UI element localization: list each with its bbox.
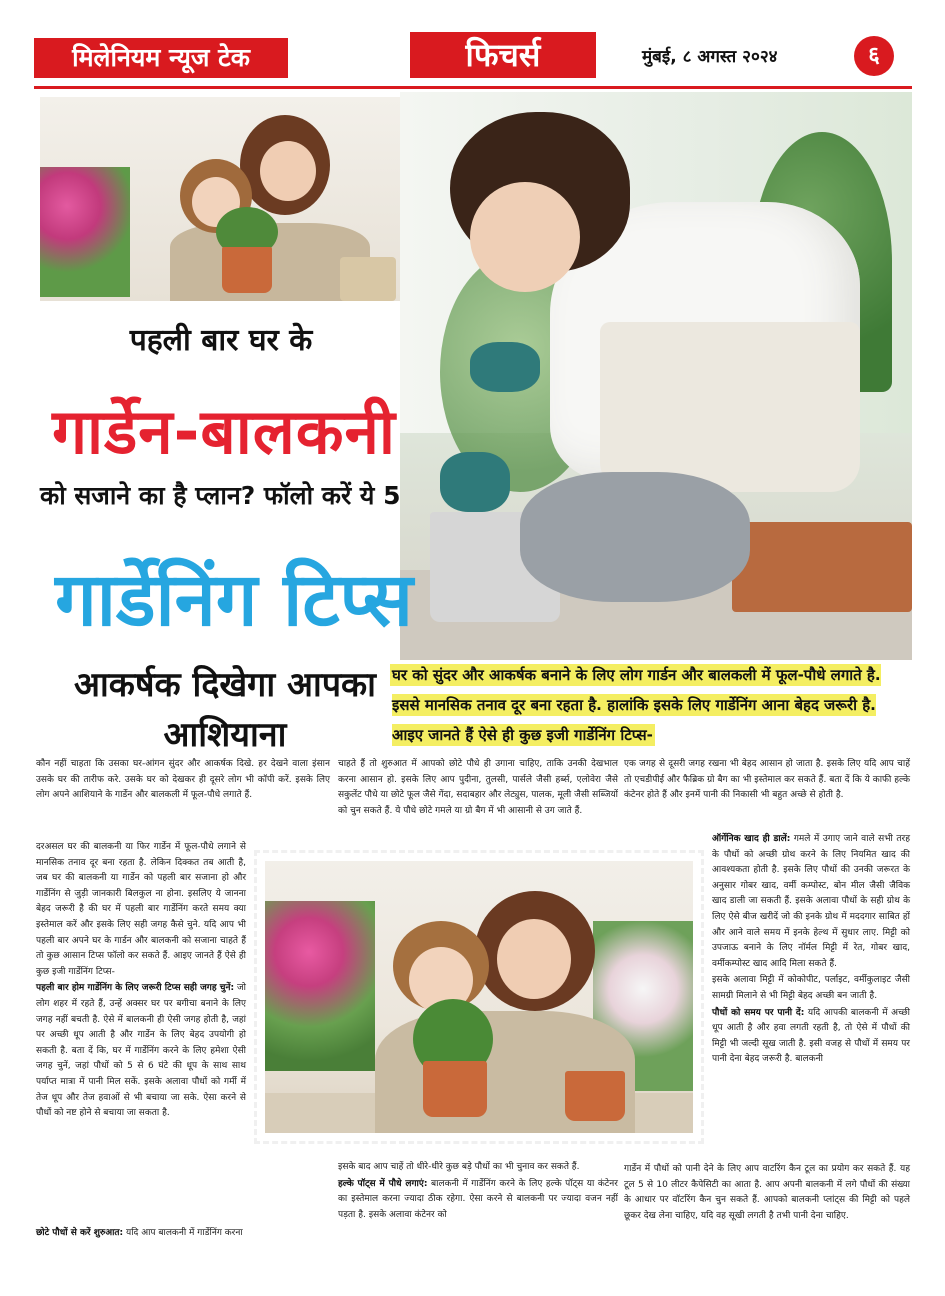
headline-kicker: पहली बार घर के	[129, 323, 313, 358]
paragraph: यदि आपकी बालकनी में अच्छी धूप आती है और हवा लगती रहती है, तो ऐसे में पौधों की मिट्टी भी जल्दी सूख जाती है. इसी वजह से पौधों में समय पर पानी देना बेहद जरूरी है. बालकनी	[712, 1007, 910, 1065]
paragraph: दरअसल घर की बालकनी या फिर गार्डेन में फूल-पौधे लगाने से मानसिक तनाव दूर बना रहता है. लेकिन दिक्कत तब आती है, जब घर की बालकनी या गार्डेन को पहली बार सजाना हो और गार्डेनिंग से जुड़ी जानकारी बिलकुल ना होना. इसलिए ये जानना बेहद जरूरी है की घर में पहली बार गार्डेनिंग करते समय क्या इस्तेमाल करें और इसके लिए सही जगह कैसे चुने. यदि आप भी पहली बार अपने घर के गार्डन और बालकनी को सजाना चाहते हैं तो कुछ आसान टिप्स फॉलो कर सकते हैं. आइए जानते हैं ऐसे ही कुछ इजी गार्डेनिंग टिप्स-	[36, 842, 246, 977]
column-2-top	[338, 757, 618, 820]
paragraph: एक जगह से दूसरी जगह रखना भी बेहद आसान हो जाता है. इसके लिए यदि आप चाहें तो एचडीपीई और फैब्रिक ग्रो बैग का भी इस्तेमाल कर सकते हैं. बता दें कि ये काफी हल्के कंटेनर होते हैं और इनमें पानी की निकासी भी बहुत अच्छे से होती है.	[624, 759, 910, 801]
photo-mother-daughter-potting	[40, 97, 400, 301]
column-1-top	[36, 757, 330, 805]
paragraph: इसके अलावा मिट्टी में कोकोपीट, पर्लाइट, वर्मीकुलाइट जैसी सामग्री मिलाने से भी मिट्टी बेहद अच्छी बन जाती है.	[712, 975, 910, 1001]
paragraph: बालकनी में गार्डेनिंग करने के लिए हल्के पॉट्स या कंटेनर का इस्तेमाल करना ज्यादा ठीक रहेगा. ऐसा करने से बालकनी पर ज्यादा वजन नहीं पड़ता है. इसके अलावा कंटेनर को	[338, 1178, 618, 1220]
page-number: ६	[854, 36, 894, 76]
column-3-bottom	[624, 1162, 910, 1225]
headline-sub: आकर्षक दिखेगा आपका आशियाना	[74, 665, 376, 755]
intro-text: घर को सुंदर और आकर्षक बनाने के लिए लोग गार्डन और बालकली में फूल-पौधे लगाते है. इससे मानसिक तनाव दूर बना रहता है. हालांकि इसके लिए गार्डेनिंग आना बेहद जरूरी है. आइए जानते हैं ऐसे ही कुछ इजी गार्डेनिंग टिप्स-	[392, 666, 881, 744]
column-3-wrap	[712, 832, 910, 1069]
tip-heading: हल्के पॉट्स में पौधे लगाएं:	[338, 1178, 428, 1189]
section-title: फिचर्स	[410, 32, 596, 78]
brand-logo: मिलेनियम न्यूज टेक	[34, 38, 288, 78]
masthead	[34, 30, 912, 82]
paragraph: गार्डेन में पौधों को पानी देने के लिए आप वाटरिंग कैन टूल का प्रयोग कर सकते हैं. यह टूल 5 से 10 लीटर कैपेसिटी का आता है. आप अपनी बालकनी में लगे पौधों की संख्या के आधार पर वॉटरिंग कैन चुन सकते हैं. आपको बालकनी प्लांट्स की मिट्टी को पहले छूकर देख लेना चाहिए, यदि वह सूखी लगती है तभी पानी देना चाहिए.	[624, 1164, 910, 1221]
dateline: मुंबई, ८ अगस्त २०२४	[642, 47, 778, 67]
column-1-wrap	[36, 840, 246, 1123]
tip-heading: छोटे पौधों से करें शुरुआत:	[36, 1228, 124, 1238]
paragraph: जो लोग शहर में रहते हैं, उन्हें अक्सर घर पर बगीचा बनाने के लिए जगह नहीं बचती है. ऐसे में बालकनी ही ऐसी जगह होती है, जहां पर अच्छी धूप आती है और गार्डेन के लिए बेहद उपयोगी हो सकती है. बता दें कि, घर में गार्डेनिंग करने के लिए हमेशा ऐसी जगह चुनें, जहां पौधों को 5 से 6 घंटे की धूप के साथ साथ पर्याप्त मात्रा में पानी मिल सकें. इसके अलावा पौधों को गर्मी में तेज धूप और तेज हवाओं से भी बचाया जा सके. ऐसा करने से पौधों को नष्ट होने से बचाया जा सकता है.	[36, 983, 246, 1119]
tip-heading: पौधों को समय पर पानी दें:	[712, 1007, 805, 1018]
paragraph: यदि आप बालकनी में गार्डेनिंग करना	[126, 1228, 243, 1238]
paragraph: चाहते हैं तो शुरुआत में आपको छोटे पौधे ही उगाना चाहिए, ताकि उनकी देखभाल करना आसान हो. इसके लिए आप पुदीना, तुलसी, पार्सले जैसी हर्ब्स, एलोवेरा जैसे सकुलेंट पौधे या छोटे फूल जैसे गेंदा, सदाबहार और लेट्युस, पालक, मूली जैसी सब्जियों को चुन सकते हैं. ये पौधे छोटे गमले या ग्रो बैग में भी आसानी से उग जाते हैं.	[338, 759, 618, 816]
masthead-rule	[34, 86, 912, 89]
headline-mid: को सजाने का है प्लान? फॉलो करें ये 5	[40, 481, 401, 510]
photo-mother-daughter-planting	[254, 850, 704, 1144]
hero-photo-woman-gardening	[400, 92, 912, 660]
tip-heading: पहली बार होम गार्डेनिंग के लिए जरूरी टिप्स सही जगह चुनें:	[36, 983, 235, 994]
headline-main: गार्डेन-बालकनी	[52, 395, 396, 468]
paragraph: गमले में उगाए जाने वाले सभी तरह के पौधों को अच्छी ग्रोथ करने के लिए नियमित खाद की आवश्यकता होती है. इसके लिए पौधों की उनकी जरूरत के अनुसार गोबर खाद, वर्मी कम्पोस्ट, बोन मील जैसी जैविक खाद डाली जा सकती हैं. इसके अलावा पौधों के सही ग्रोथ के लिए ऐसे बीज खरीदें जो की इनके ग्रोथ में मददगार साबित हों और आने वाले समय में इनके हेल्थ में सुधार लाए. मिट्टी को उपजाऊ बनाने के लिए नॉर्मल मिट्टी में रेत, गोबर खाद, वर्मीकम्पोस्ट खाद आदि मिला सकते हैं.	[712, 834, 910, 969]
intro-highlight	[392, 660, 904, 750]
column-2-bottom	[338, 1160, 618, 1224]
column-1-bottom	[36, 1226, 330, 1243]
tip-heading: ऑर्गेनिक खाद ही डालें:	[712, 834, 791, 844]
paragraph: इसके बाद आप चाहें तो धीरे-धीरे कुछ बड़े पौधों का भी चुनाव कर सकते हैं.	[338, 1162, 580, 1172]
paragraph: कौन नहीं चाहता कि उसका घर-आंगन सुंदर और आकर्षक दिखे. हर देखने वाला इंसान उसके घर की तारीफ करे. उसके घर को देखकर ही दूसरे लोग भी कॉपी करें. इसके लिए लोग अपने आशियाने के गार्डेन और बालकली में फूल-पौधे लगाते हैं.	[36, 759, 330, 801]
headline-feature: गार्डेनिंग टिप्स	[55, 557, 413, 643]
column-3-top	[624, 757, 910, 805]
